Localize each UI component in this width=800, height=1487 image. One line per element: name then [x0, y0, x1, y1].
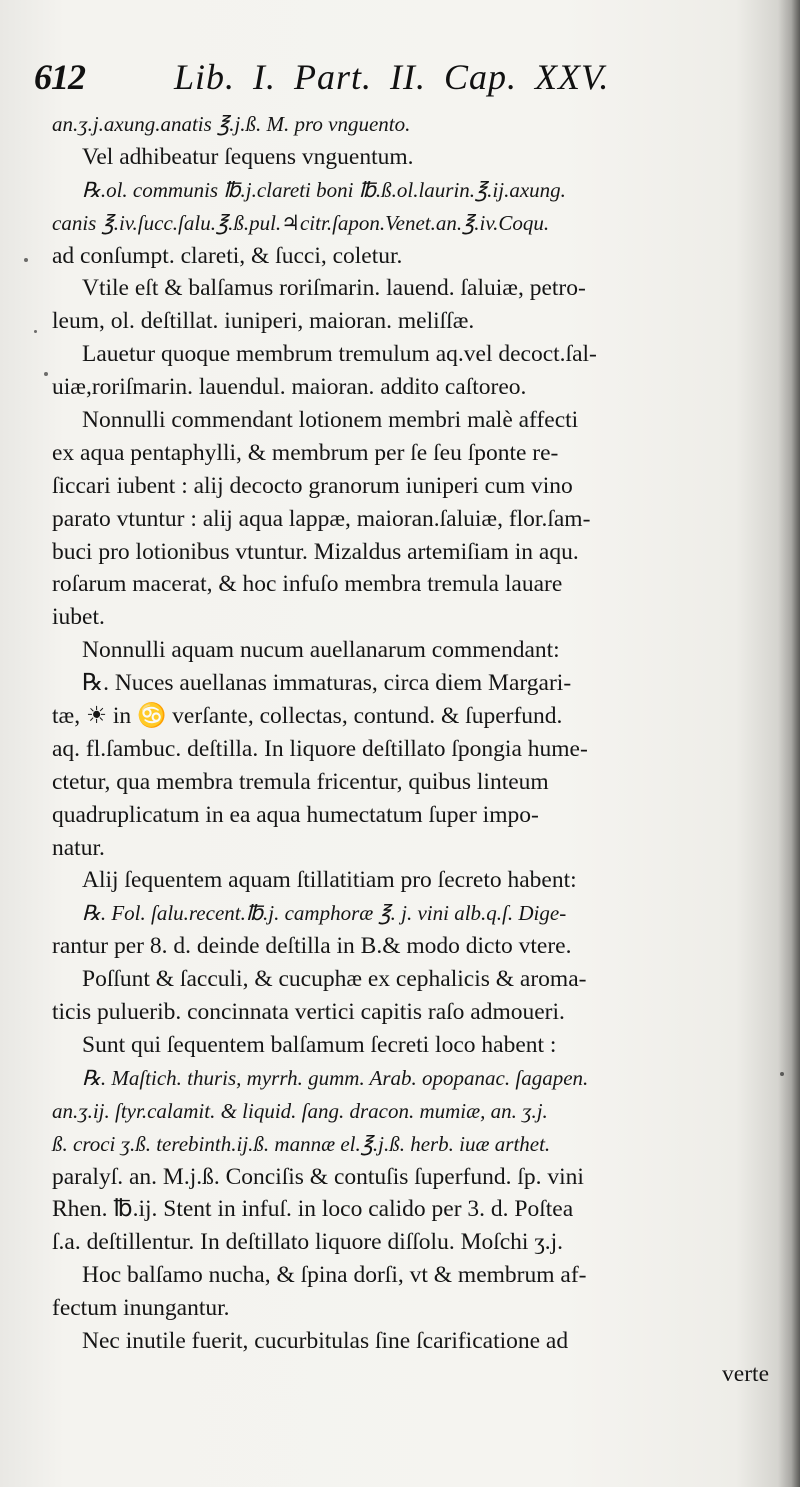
- text-line: ad conſumpt. clareti, & ſucci, coletur.: [52, 242, 403, 269]
- text-line: iubet.: [52, 604, 105, 631]
- text-line: Nec inutile fuerit, cucurbitulas ſine ſcarificatione ad: [82, 1327, 569, 1354]
- text-line: Vtile eſt & balſamus roriſmarin. lauend. ſaluiæ, petro-: [82, 275, 586, 302]
- text-line: buci pro lotionibus vtuntur. Mizaldus artemiſiam in aqu.: [52, 538, 579, 565]
- text-line: an.ʒ.ij. ſtyr.calamit. & liquid. ſang. dracon. mumiæ, an. ʒ.j.: [52, 1098, 548, 1123]
- text-line: Vel adhibeatur ſequens vnguentum.: [82, 143, 414, 170]
- text-line: ℞. Maſtich. thuris, myrrh. gumm. Arab. opopanac. ſagapen.: [82, 1065, 589, 1090]
- text-line: ℞.ol. communis ℔.j.clareti boni ℔.ß.ol.laurin.℥.ij.axung.: [82, 177, 566, 202]
- text-line: ℞. Nuces auellanas immaturas, circa diem Margari-: [82, 670, 572, 697]
- text-line: parato vtuntur : alij aqua lappæ, maioran.ſaluiæ, flor.ſam-: [52, 505, 591, 532]
- text-line: aq. fl.ſambuc. deſtilla. In liquore deſtillato ſpongia hume-: [52, 735, 588, 762]
- ink-speck: [24, 258, 28, 262]
- text-line: Poſſunt & ſacculi, & cucuphæ ex cephalicis & aroma-: [82, 966, 587, 993]
- ink-speck: [780, 1072, 784, 1076]
- text-line: Rhen. ℔.ij. Stent in infuſ. in loco calido per 3. d. Poſtea: [52, 1196, 574, 1223]
- text-line: ticis puluerib. concinnata vertici capitis raſo admoueri.: [52, 999, 565, 1026]
- text-line: quadruplicatum in ea aqua humectatum ſuper impo-: [52, 801, 539, 828]
- text-line: ℞. Fol. ſalu.recent.℔.j. camphoræ ℥. j. vini alb.q.ſ. Dige-: [82, 901, 567, 926]
- text-line: rantur per 8. d. deinde deſtilla in B.& modo dicto vtere.: [52, 933, 572, 960]
- text-line: ſiccari iubent : alij decocto granorum iuniperi cum vino: [52, 472, 573, 499]
- text-line: ex aqua pentaphylli, & membrum per ſe ſeu ſponte re-: [52, 439, 559, 466]
- text-line: Lauetur quoque membrum tremulum aq.vel decoct.ſal-: [82, 341, 597, 368]
- page-number: 612: [34, 57, 85, 97]
- page-header: [34, 56, 774, 100]
- ink-speck: [34, 330, 37, 333]
- text-line: roſarum macerat, & hoc infuſo membra tremula lauare: [52, 571, 563, 598]
- catchword: verte: [722, 1360, 769, 1387]
- text-line: ctetur, qua membra tremula fricentur, quibus linteum: [52, 768, 549, 795]
- text-line: tæ, ☀ in ♋ verſante, collectas, contund. & ſuperfund.: [52, 703, 563, 730]
- text-line: an.ʒ.j.axung.anatis ℥.j.ß. M. pro vnguento.: [52, 112, 411, 136]
- text-line: Nonnulli aquam nucum auellanarum commendant:: [82, 637, 560, 664]
- text-line: Nonnulli commendant lotionem membri malè affecti: [82, 407, 579, 434]
- text-line: natur.: [52, 834, 105, 861]
- ink-speck: [44, 372, 48, 376]
- text-line: ß. croci ʒ.ß. terebinth.ij.ß. mannæ el.℥.j.ß. herb. iuæ arthet.: [52, 1131, 551, 1156]
- text-line: ſ.a. deſtillentur. In deſtillato liquore diſſolu. Moſchi ʒ.j.: [52, 1229, 564, 1256]
- text-line: paralyſ. an. M.j.ß. Conciſis & contuſis ſuperfund. ſp. vini: [52, 1163, 584, 1190]
- text-line: Hoc balſamo nucha, & ſpina dorſi, vt & membrum af-: [82, 1262, 587, 1289]
- text-line: Alij ſequentem aquam ſtillatitiam pro ſecreto habent:: [82, 867, 577, 894]
- text-line: canis ℥.iv.ſucc.ſalu.℥.ß.pul.♃citr.ſapon.Venet.an.℥.iv.Coqu.: [52, 210, 550, 235]
- text-line: leum, ol. deſtillat. iuniperi, maioran. meliſſæ.: [52, 308, 475, 335]
- text-line: uiæ,roriſmarin. lauendul. maioran. addito caſtoreo.: [52, 374, 527, 401]
- running-head: Lib. I. Part. II. Cap. XXV.: [174, 57, 610, 97]
- body-text: [52, 108, 777, 1391]
- page-gutter-shadow: [778, 0, 800, 1487]
- text-line: fectum inungantur.: [52, 1295, 230, 1322]
- text-line: Sunt qui ſequentem balſamum ſecreti loco habent :: [82, 1031, 557, 1058]
